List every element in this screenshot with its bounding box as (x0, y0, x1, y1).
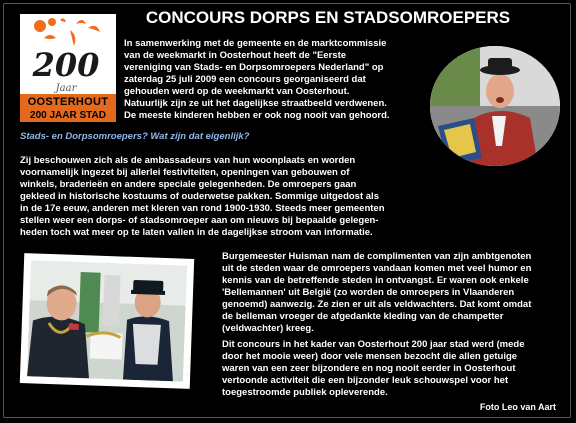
logo-line1: OOSTERHOUT (27, 96, 109, 108)
body3-line: door het mooie weer) door vele mensen bezocht die allen getuige (222, 351, 518, 362)
concours-paragraph (222, 339, 560, 399)
body2-line: de belleman vroeger de afgedankte kleding van de champetter (222, 311, 504, 322)
mayor-photo (27, 260, 187, 381)
page-title: CONCOURS DORPS EN STADSOMROEPERS (145, 8, 511, 27)
body1-line: gekleed in historische kostuums of ouderwetse pakken. Sommige uitgedost als (20, 191, 379, 202)
logo-flame-icon (26, 16, 110, 96)
body2-line: kennis van de betreffende steden in ontvangst. Er waren ook enkele (222, 275, 529, 286)
intro-line: Natuurlijk zijn ze uit het dagelijkse straatbeeld verdwenen. (124, 98, 387, 109)
body2-line: 'Bellemannen' uit België (zo worden de omroepers in Vlaanderen (222, 287, 515, 298)
intro-paragraph (124, 38, 434, 122)
body1-line: in de 17e eeuw, anderen met kleren van rond 1900-1930. Steeds meer gemeenten (20, 203, 385, 214)
body1-line: heden toch wat meer op te laten vallen in de dagelijkse stroom van informatie. (20, 227, 373, 238)
mayor-photo-frame (20, 253, 194, 389)
body1-line: voornamelijk ingezet bij allerlei festiviteiten, openingen van gebouwen of (20, 167, 350, 178)
ambassador-paragraph (20, 155, 412, 239)
logo-jaar: Jaar (55, 83, 77, 94)
body1-line: stellen weer een dorps- of stadsomroeper aan om nieuws bij bepaalde gelegen- (20, 215, 379, 226)
body3-line: Dit concours in het kader van Oosterhout 200 jaar stad werd (mede (222, 339, 525, 350)
mayor-paragraph (222, 251, 560, 335)
body1-line: winkels, braderieën en andere speciale gelegenheden. De omroepers gaan (20, 179, 357, 190)
intro-line: gehouden werd op de weekmarkt van Oosterhout. (124, 86, 350, 97)
intro-line: De meeste kinderen hebben er ook nog nooit van gehoord. (124, 110, 390, 121)
body3-line: toegestroomde publiek opleverende. (222, 387, 388, 398)
intro-line: van de weekmarkt in Oosterhout heeft de "Eerste (124, 50, 347, 61)
oosterhout-200-logo (20, 14, 116, 122)
logo-number: 200 (32, 46, 100, 84)
town-crier-photo (430, 46, 560, 166)
intro-line: zaterdag 25 juli 2009 een concours georganiseerd dat (124, 74, 366, 85)
intro-line: In samenwerking met de gemeente en de marktcommissie (124, 38, 387, 49)
body3-line: waren van een zeer bijzondere en nog nooit eerder in Oosterhout (222, 363, 516, 374)
body1-line: Zij beschouwen zich als de ambassadeurs van hun woonplaats en worden (20, 155, 356, 166)
town-crier-portrait (430, 46, 560, 166)
section-question: Stads- en Dorpsomroepers? Wat zijn dat eigenlijk? (20, 131, 250, 142)
body2-line: uit de steden waar de omroepers vandaan komen met veel humor en (222, 263, 532, 274)
photo-credit: Foto Leo van Aart (479, 402, 556, 412)
body2-line: Burgemeester Huisman nam de complimenten van zijn ambtgenoten (222, 251, 532, 262)
body3-line: vertoonde activiteit die een bijzonder leuk schouwspel voor het (222, 375, 509, 386)
logo-band (20, 94, 116, 122)
intro-line: vereniging van Stads- en Dorpsomroepers Nederland" op (124, 62, 384, 73)
body2-line: (veldwachter) kreeg. (222, 323, 314, 334)
body2-line: genoemd) aanwezig. Ze zien er uit als veldwachters. Dat komt omdat (222, 299, 532, 310)
logo-line2: 200 JAAR STAD (30, 110, 106, 121)
